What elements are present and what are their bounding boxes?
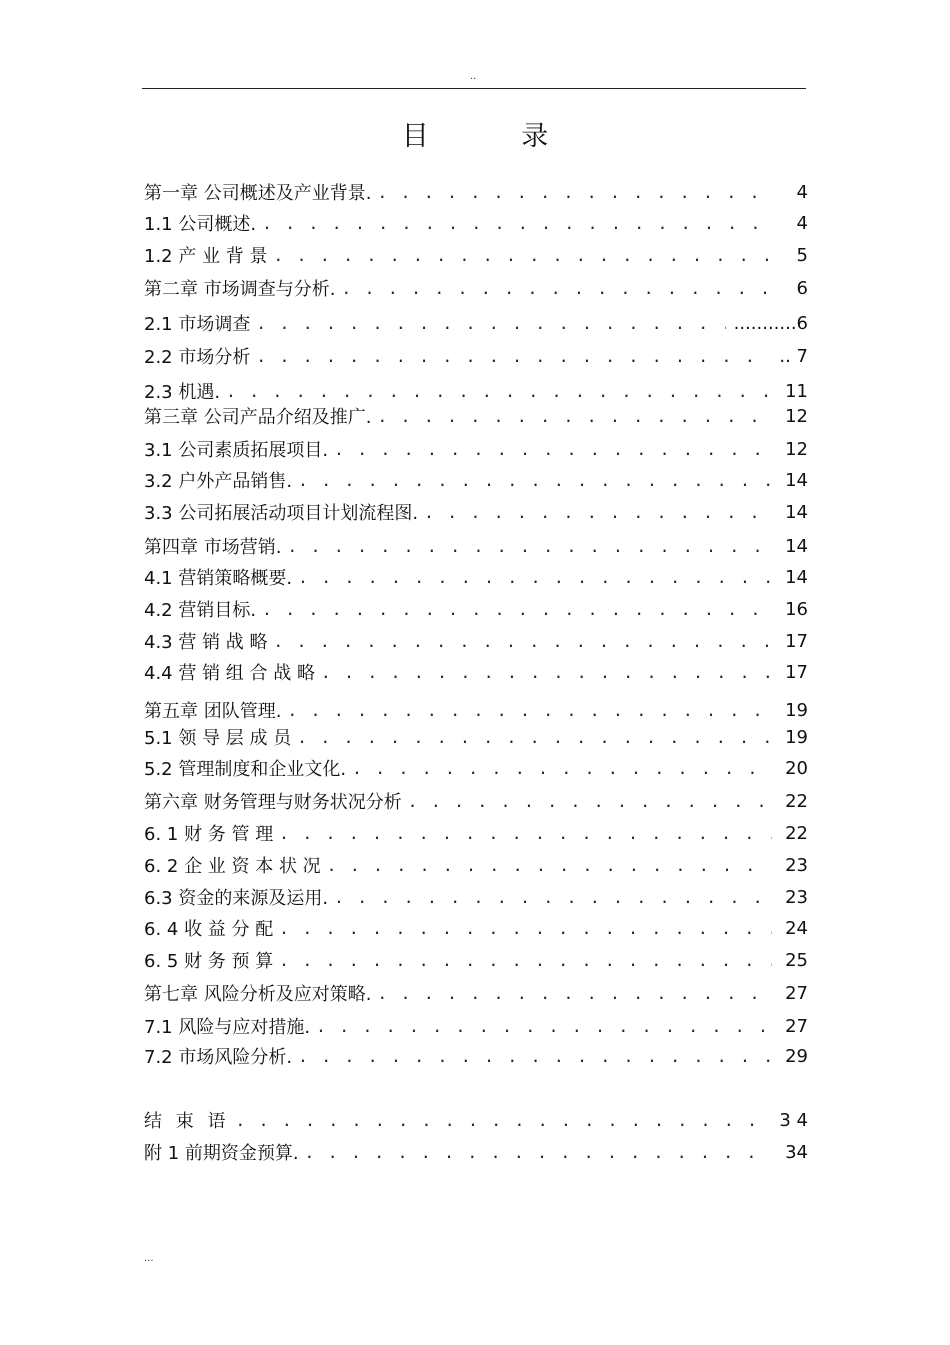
toc-entry[interactable] [144, 981, 808, 1005]
toc-entry-page: 17 [785, 661, 808, 683]
toc-entry[interactable] [144, 916, 808, 940]
toc-leader-dots [287, 701, 772, 720]
toc-entry-page: 23 [785, 886, 808, 908]
toc-entry-page: 16 [785, 598, 808, 620]
toc-leader-dots [377, 407, 772, 426]
toc-entry-page: 27 [785, 1015, 808, 1037]
toc-entry[interactable] [144, 1014, 808, 1038]
toc-entry[interactable] [144, 660, 808, 684]
toc-entry-page: 23 [785, 854, 808, 876]
toc-entry-label: 5.1 领 导 层 成 员 [144, 728, 292, 749]
toc-entry-label: 第四章 市场营销. [144, 537, 282, 558]
toc-entry[interactable] [144, 698, 808, 722]
toc-leader-dots [297, 728, 772, 747]
toc-leader-dots [274, 246, 772, 265]
toc-leader-dots [377, 183, 772, 202]
toc-entry-label: 第六章 财务管理与财务状况分析 [144, 792, 402, 813]
toc-entry-page: 6 [796, 277, 808, 299]
header-rule [142, 88, 806, 89]
toc-entry-label: 3.2 户外产品销售. [144, 471, 293, 492]
toc-entry[interactable] [144, 311, 808, 335]
toc-entry-page: .. 7 [779, 345, 808, 367]
toc-entry-label: 6.3 资金的来源及运用. [144, 888, 329, 909]
toc-entry[interactable] [144, 500, 808, 524]
toc-entry-label: 7.1 风险与应对措施. [144, 1017, 311, 1038]
toc-leader-dots [256, 347, 771, 366]
toc-entry-label: 4.3 营 销 战 略 [144, 632, 268, 653]
toc-entry[interactable] [144, 565, 808, 589]
toc-entry-label: 6. 4 收 益 分 配 [144, 919, 274, 940]
toc-entry-page: 14 [785, 501, 808, 523]
toc-entry-label: 6. 5 财 务 预 算 [144, 951, 274, 972]
toc-entry-page: 25 [785, 949, 808, 971]
toc-leader-dots [341, 279, 772, 298]
toc-entry-page: 5 [796, 244, 808, 266]
toc-leader-dots [262, 214, 772, 233]
toc-entry[interactable] [144, 468, 808, 492]
toc-entry-label: 4.2 营销目标. [144, 600, 257, 621]
toc-entry-page: 20 [785, 757, 808, 779]
toc-entry-page: 4 [796, 181, 808, 203]
toc-entry-page: 3 4 [779, 1109, 808, 1131]
toc-leader-dots [298, 1047, 772, 1066]
toc-entry-page: 34 [785, 1141, 808, 1163]
toc-entry-page: 22 [785, 790, 808, 812]
toc-entry[interactable] [144, 379, 808, 403]
toc-leader-dots [287, 537, 772, 556]
toc-entry-label: 结 束 语 [144, 1111, 230, 1132]
toc-entry-label: 6. 1 财 务 管 理 [144, 824, 274, 845]
toc-leader-dots [279, 951, 772, 970]
toc-entry-page: 14 [785, 566, 808, 588]
toc-entry-label: 1.2 产 业 背 景 [144, 246, 268, 267]
toc-entry-page: 14 [785, 469, 808, 491]
toc-leader-dots [279, 919, 772, 938]
toc-entry-page: 17 [785, 630, 808, 652]
toc-entry-label: 第一章 公司概述及产业背景. [144, 183, 372, 204]
toc-entry[interactable] [144, 276, 808, 300]
toc-entry[interactable] [144, 885, 808, 909]
toc-entry-label: 2.1 市场调查 [144, 314, 251, 335]
toc-leader-dots [424, 503, 772, 522]
toc-entry-page: 11 [785, 380, 808, 402]
toc-entry[interactable] [144, 180, 808, 204]
footer-mark: ··· [144, 1256, 154, 1267]
toc-leader-dots [316, 1017, 772, 1036]
toc-leader-dots [334, 440, 772, 459]
toc-entry-page: 29 [785, 1045, 808, 1067]
toc-entry-label: 附 1 前期资金预算. [144, 1143, 299, 1164]
toc-leader-dots [408, 792, 772, 811]
toc-entry-label: 1.1 公司概述. [144, 214, 257, 235]
toc-entry[interactable] [144, 1044, 808, 1068]
toc-entry[interactable] [144, 948, 808, 972]
toc-entry-page: 14 [785, 535, 808, 557]
toc-entry-page: 4 [796, 212, 808, 234]
toc-entry-label: 第二章 市场调查与分析. [144, 279, 336, 300]
toc-entry[interactable] [144, 1108, 808, 1132]
toc-entry[interactable] [144, 404, 808, 428]
toc-entry-page: 19 [785, 726, 808, 748]
toc-entry-label: 第三章 公司产品介绍及推广. [144, 407, 372, 428]
toc-entry-page: 12 [785, 438, 808, 460]
toc-entry[interactable] [144, 211, 808, 235]
toc-entry-label: 3.3 公司拓展活动项目计划流程图. [144, 503, 419, 524]
toc-leader-dots [352, 759, 772, 778]
toc-leader-dots [298, 471, 772, 490]
toc-entry[interactable] [144, 437, 808, 461]
toc-entry[interactable] [144, 821, 808, 845]
toc-entry-label: 7.2 市场风险分析. [144, 1047, 293, 1068]
toc-entry[interactable] [144, 756, 808, 780]
toc-entry[interactable] [144, 853, 808, 877]
toc-leader-dots [334, 888, 772, 907]
toc-entry-page: 12 [785, 405, 808, 427]
toc-entry[interactable] [144, 725, 808, 749]
toc-entry-page: 24 [785, 917, 808, 939]
toc-entry-label: 4.1 营销策略概要. [144, 568, 293, 589]
toc-entry-page: 27 [785, 982, 808, 1004]
toc-leader-dots [262, 600, 772, 619]
toc-leader-dots [256, 314, 725, 333]
toc-entry-label: 第五章 团队管理. [144, 701, 282, 722]
toc-entry[interactable] [144, 243, 808, 267]
toc-entry-label: 6. 2 企 业 资 本 状 况 [144, 856, 321, 877]
toc-leader-dots [274, 632, 772, 651]
toc-leader-dots [226, 382, 772, 401]
toc-entry-page: ...........6 [733, 312, 808, 334]
toc-leader-dots [279, 824, 772, 843]
toc-entry-label: 2.2 市场分析 [144, 347, 251, 368]
toc-entry-label: 4.4 营 销 组 合 战 略 [144, 663, 315, 684]
toc-leader-dots [305, 1143, 772, 1162]
toc-entry-label: 第七章 风险分析及应对策略. [144, 984, 372, 1005]
toc-leader-dots [327, 856, 772, 875]
toc-entry-page: 19 [785, 699, 808, 721]
page-title: 目 录 [401, 121, 591, 152]
header-mark: ·· [470, 74, 477, 85]
toc-entry-label: 2.3 机遇. [144, 382, 221, 403]
toc-entry[interactable] [144, 629, 808, 653]
toc-entry[interactable] [144, 534, 808, 558]
toc-leader-dots [298, 568, 772, 587]
toc-entry[interactable] [144, 597, 808, 621]
toc-leader-dots [321, 663, 772, 682]
toc-entry-label: 3.1 公司素质拓展项目. [144, 440, 329, 461]
toc-entry-label: 5.2 管理制度和企业文化. [144, 759, 347, 780]
toc-entry[interactable] [144, 1140, 808, 1164]
toc-leader-dots [235, 1111, 771, 1130]
toc-leader-dots [377, 984, 772, 1003]
toc-entry-page: 22 [785, 822, 808, 844]
toc-entry[interactable] [144, 789, 808, 813]
toc-entry[interactable] [144, 344, 808, 368]
